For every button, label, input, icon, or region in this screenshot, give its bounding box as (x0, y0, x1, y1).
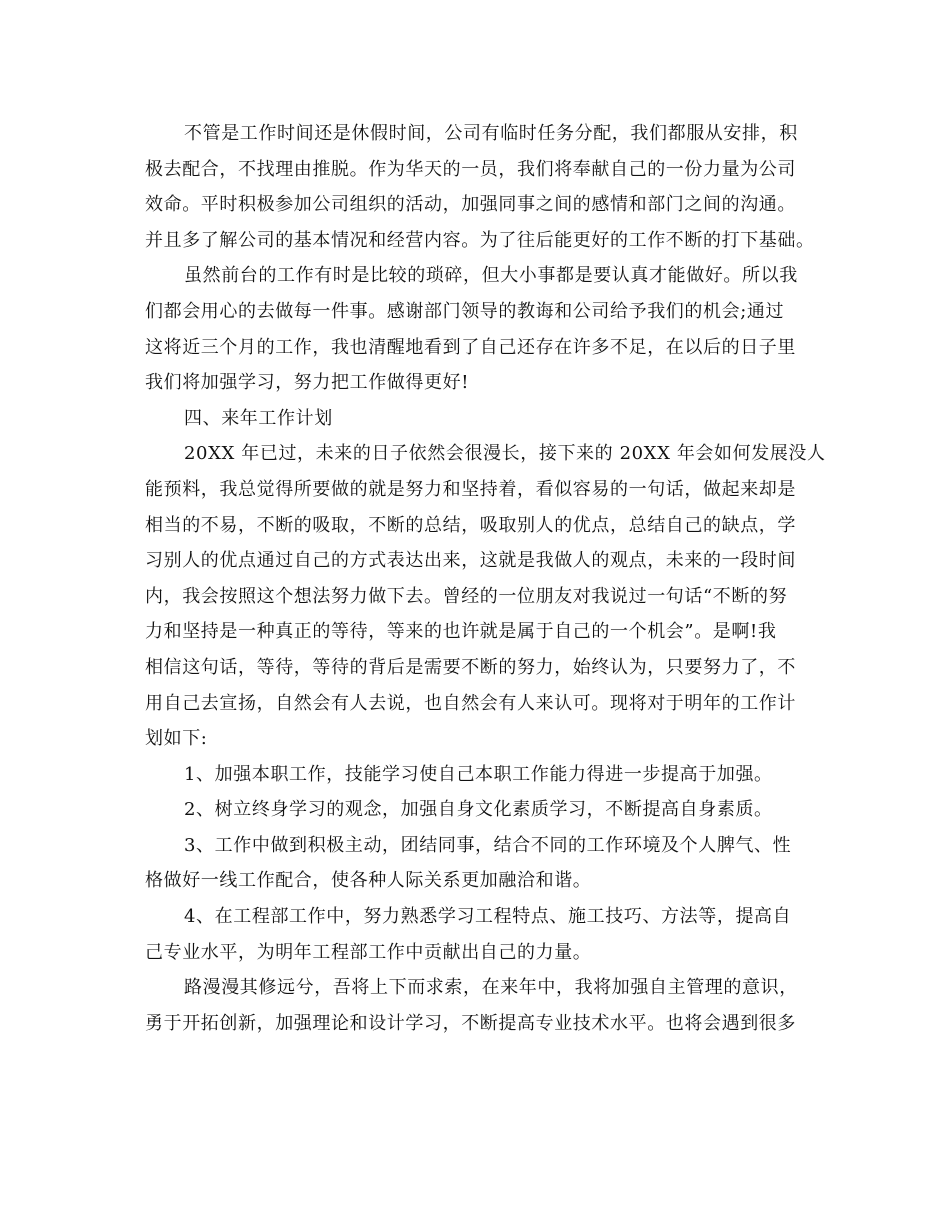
text-line: 习别人的优点通过自己的方式表达出来，这就是我做人的观点，未来的一段时间 (145, 550, 796, 572)
text-line: 效命。平时积极参加公司组织的活动，加强同事之间的感情和部门之间的沟通。 (145, 194, 796, 216)
text-line: 1、加强本职工作，技能学习使自己本职工作能力得进一步提高于加强。 (184, 763, 773, 785)
text-line: 们都会用心的去做每一件事。感谢部门领导的教诲和公司给予我们的机会;通过 (145, 300, 785, 322)
document-body (145, 116, 826, 1041)
text-line: 极去配合，不找理由推脱。作为华天的一员，我们将奉献自己的一份力量为公司 (145, 158, 796, 180)
text-line: 能预料，我总觉得所要做的就是努力和坚持着，看似容易的一句话，做起来却是 (145, 478, 796, 500)
section-heading-text: 四、来年工作计划 (184, 407, 333, 429)
paragraph-reception-work (145, 258, 805, 400)
text-line: 相当的不易，不断的吸取，不断的总结，吸取别人的优点，总结自己的缺点，学 (145, 514, 796, 536)
plan-item-3 (145, 828, 805, 899)
plan-item-2 (145, 792, 805, 828)
text-line: 虽然前台的工作有时是比较的琐碎，但大小事都是要认真才能做好。所以我 (184, 265, 798, 287)
text-line: 我们将加强学习，努力把工作做得更好! (145, 372, 470, 394)
text-line: 2、树立终身学习的观念，加强自身文化素质学习，不断提高自身素质。 (184, 799, 773, 821)
text-line: 格做好一线工作配合，使各种人际关系更加融洽和谐。 (145, 870, 592, 892)
text-line: 力和坚持是一种真正的等待，等来的也许就是属于自己的一个机会”。是啊!我 (145, 621, 777, 643)
text-line: 不管是工作时间还是休假时间，公司有临时任务分配，我们都服从安排，积 (184, 123, 798, 144)
text-line: 勇于开拓创新，加强理论和设计学习，不断提高专业技术水平。也将会遇到很多 (145, 1012, 796, 1034)
text-line: 4、在工程部工作中，努力熟悉学习工程特点、施工技巧、方法等，提高自 (184, 906, 792, 928)
text-line: 己专业水平，为明年工程部工作中贡献出自己的力量。 (145, 941, 592, 963)
paragraph-closing (145, 970, 805, 1041)
text-line: 3、工作中做到积极主动，团结同事，结合不同的工作环境及个人脾气、性 (184, 834, 792, 856)
text-line: 20XX 年已过，未来的日子依然会很漫长，接下来的 20XX 年会如何发展没人 (184, 443, 826, 465)
text-line: 内，我会按照这个想法努力做下去。曾经的一位朋友对我说过一句话“不断的努 (145, 585, 788, 607)
text-line: 相信这句话，等待，等待的背后是需要不断的努力，始终认为，只要努力了，不 (145, 656, 796, 678)
text-line: 这将近三个月的工作，我也清醒地看到了自己还存在许多不足，在以后的日子里 (145, 336, 796, 358)
section-heading (145, 401, 805, 437)
paragraph-next-year-outlook (145, 436, 826, 756)
plan-item-1 (145, 757, 805, 793)
plan-item-4 (145, 899, 805, 970)
text-line: 并且多了解公司的基本情况和经营内容。为了往后能更好的工作不断的打下基础。 (145, 229, 815, 251)
text-line: 路漫漫其修远兮，吾将上下而求索，在来年中，我将加强自主管理的意识， (184, 977, 798, 999)
text-line: 用自己去宣扬，自然会有人去说，也自然会有人来认可。现将对于明年的工作计 (145, 692, 796, 714)
paragraph-work-attitude (145, 116, 815, 258)
text-line: 划如下: (145, 728, 208, 750)
